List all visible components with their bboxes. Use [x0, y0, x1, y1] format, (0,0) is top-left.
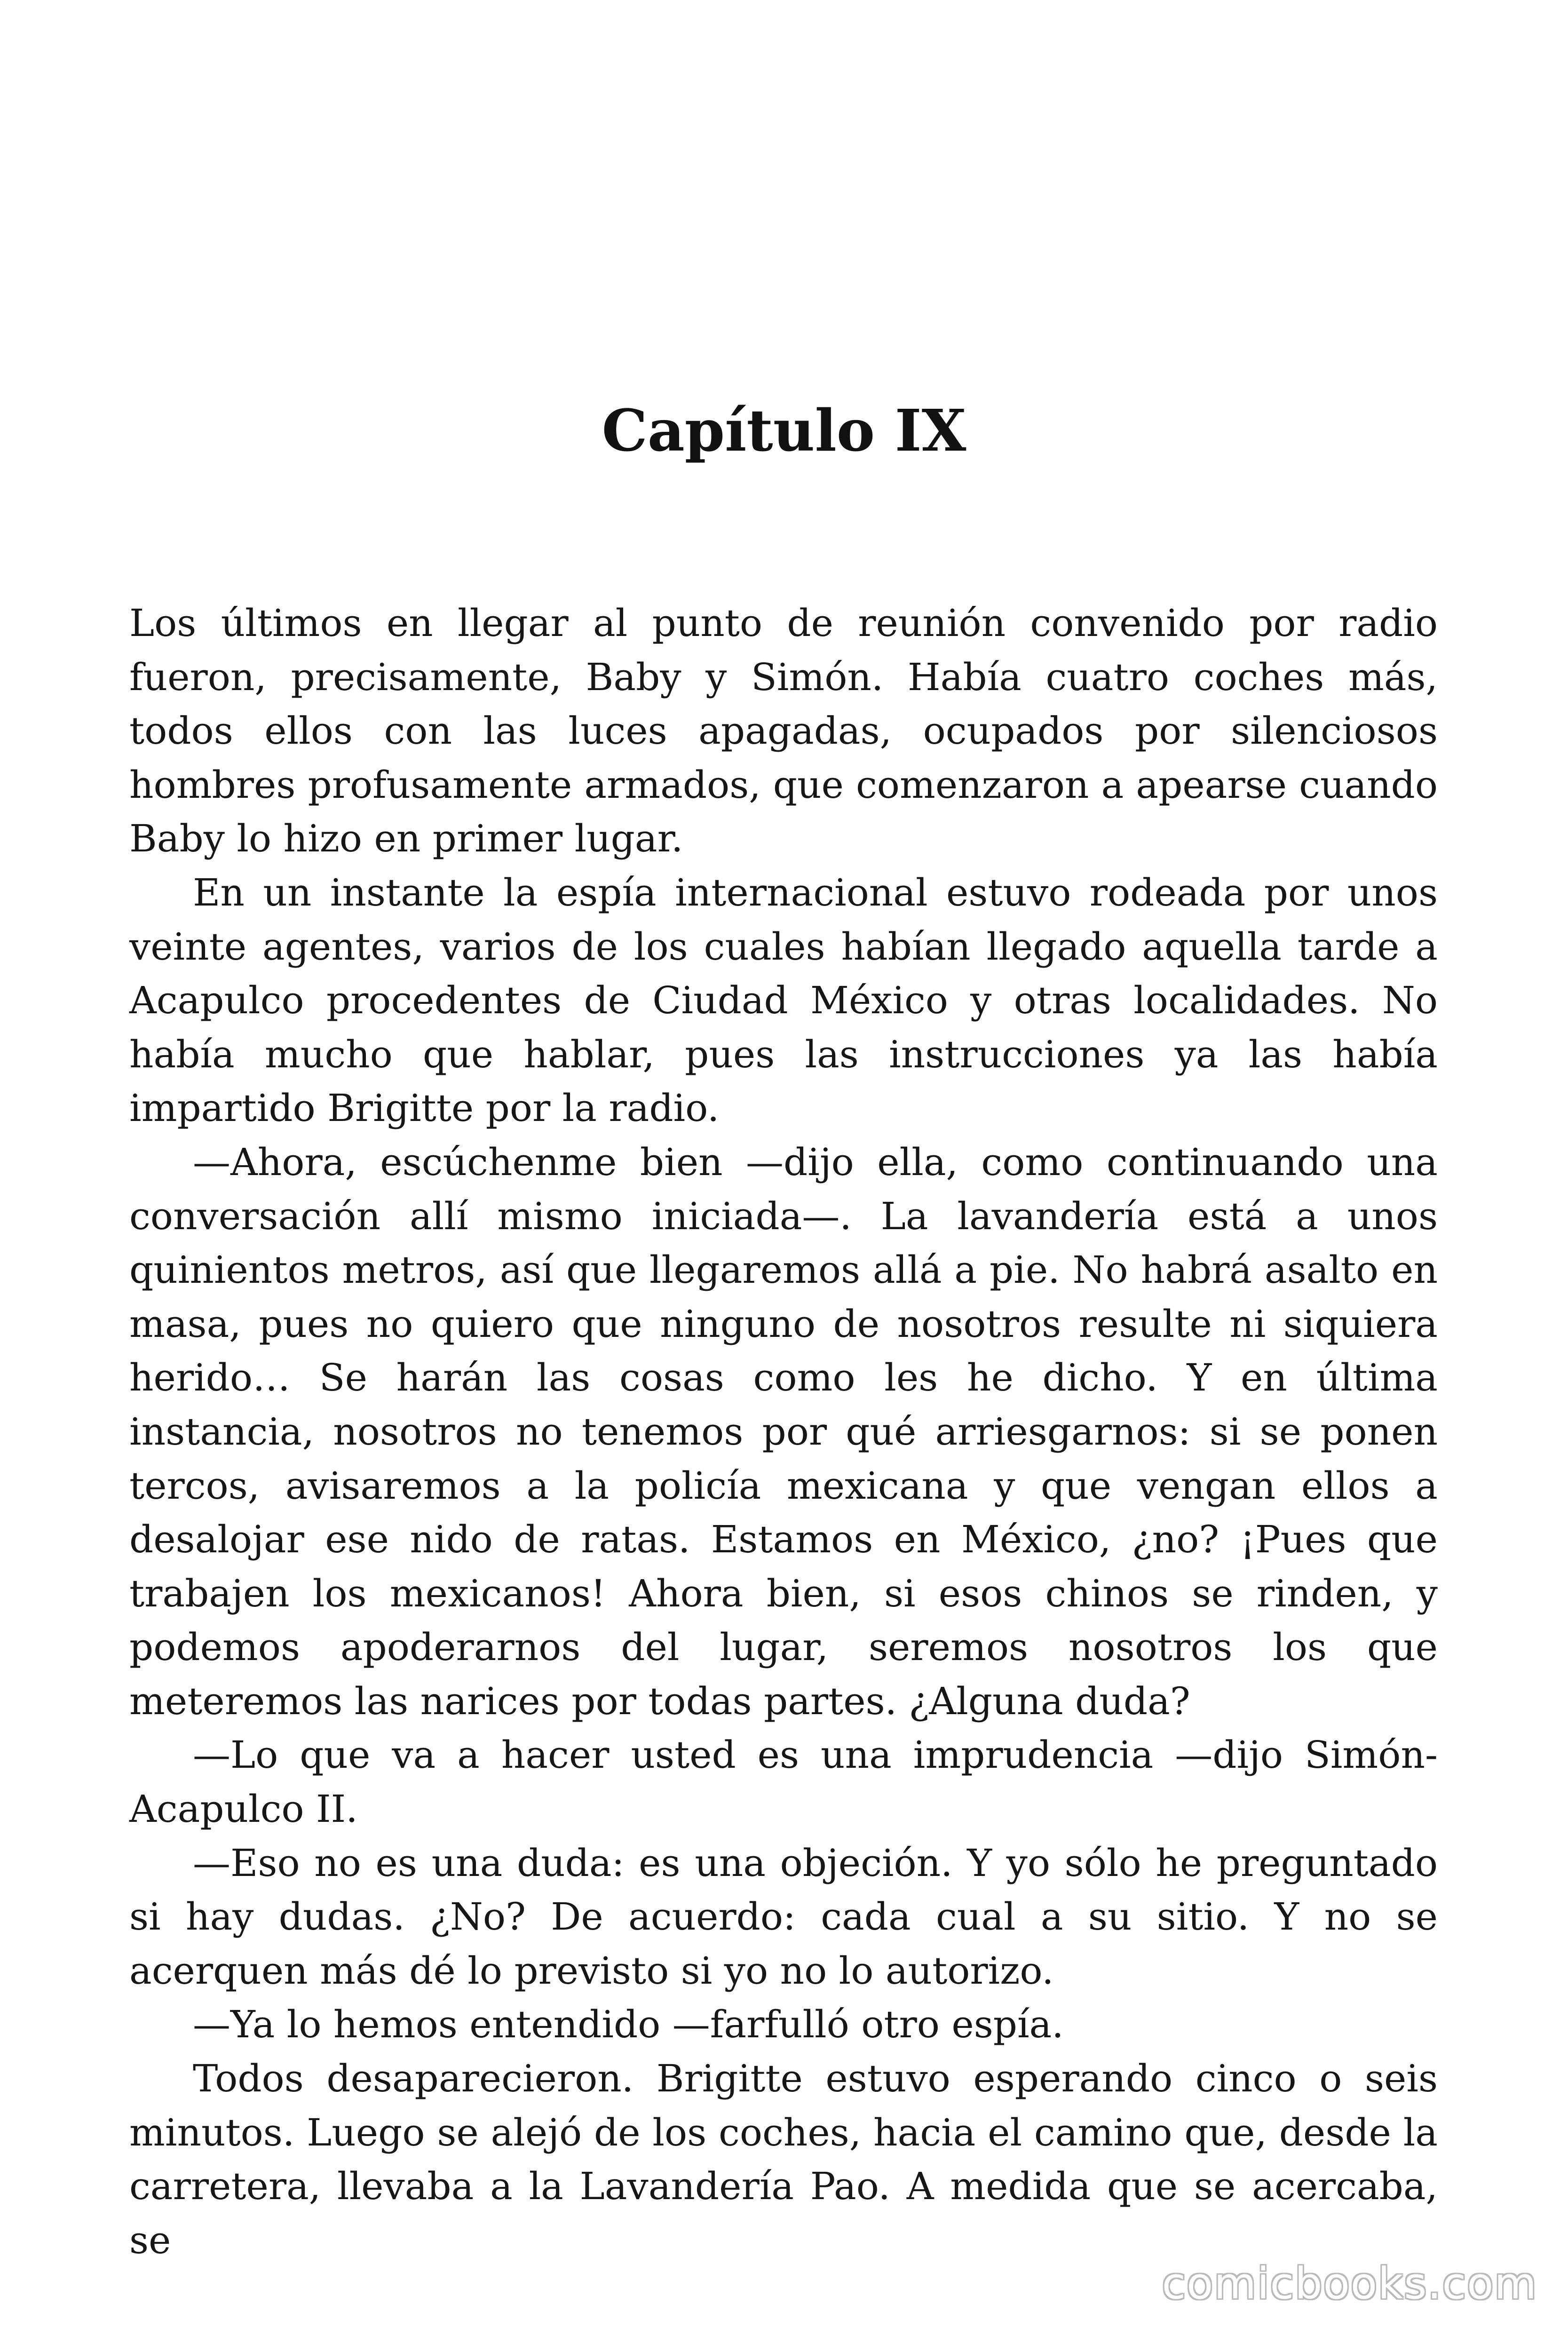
- chapter-title: Capítulo IX: [602, 397, 966, 464]
- paragraph-6: —Ya lo hemos entendido —farfulló otro espía.: [193, 2002, 1064, 2047]
- paragraph-5: —Eso no es una duda: es una objeción. Y yo sólo he preguntado si hay dudas. ¿No? De acuerdo: cada cual a su sitio. Y no se acerquen más dé lo previsto si yo no lo autorizo.: [129, 1841, 1438, 1993]
- paragraph-4: —Lo que va a hacer usted es una imprudencia —dijo Simón-Acapulco II.: [129, 1733, 1438, 1831]
- paragraph-3: —Ahora, escúchenme bien —dijo ella, como continuando una conversación allí mismo iniciada—. La lavandería está a unos quinientos metros, así que llegaremos allá a pie. No habrá asalto en masa, pues no quiero que ninguno de nosotros resulte ni siquiera herido… Se harán las cosas como les he dicho. Y en última instancia, nosotros no tenemos por qué arriesgarnos: si se ponen tercos, avisaremos a la policía mexicana y que vengan ellos a desalojar ese nido de ratas. Estamos en México, ¿no? ¡Pues que trabajen los mexicanos! Ahora bien, si esos chinos se rinden, y podemos apoderarnos del lugar, seremos nosotros los que meteremos las narices por todas partes. ¿Alguna duda?: [129, 1140, 1438, 1723]
- watermark: comicbooks.com: [1162, 2258, 1537, 2309]
- chapter-body: [129, 596, 1438, 2267]
- paragraph-2: En un instante la espía internacional estuvo rodeada por unos veinte agentes, varios de los cuales habían llegado aquella tarde a Acapulco procedentes de Ciudad México y otras localidades. No había mucho que hablar, pues las instrucciones ya las había impartido Brigitte por la radio.: [129, 870, 1438, 1130]
- paragraph-1: Los últimos en llegar al punto de reunión convenido por radio fueron, precisamente, Baby y Simón. Había cuatro coches más, todos ellos con las luces apagadas, ocupados por silenciosos hombres profusamente armados, que comenzaron a apearse cuando Baby lo hizo en primer lugar.: [129, 601, 1438, 861]
- paragraph-7: Todos desaparecieron. Brigitte estuvo esperando cinco o seis minutos. Luego se alejó de los coches, hacia el camino que, desde la carretera, llevaba a la Lavandería Pao. A medida que se acercaba, se: [129, 2057, 1438, 2262]
